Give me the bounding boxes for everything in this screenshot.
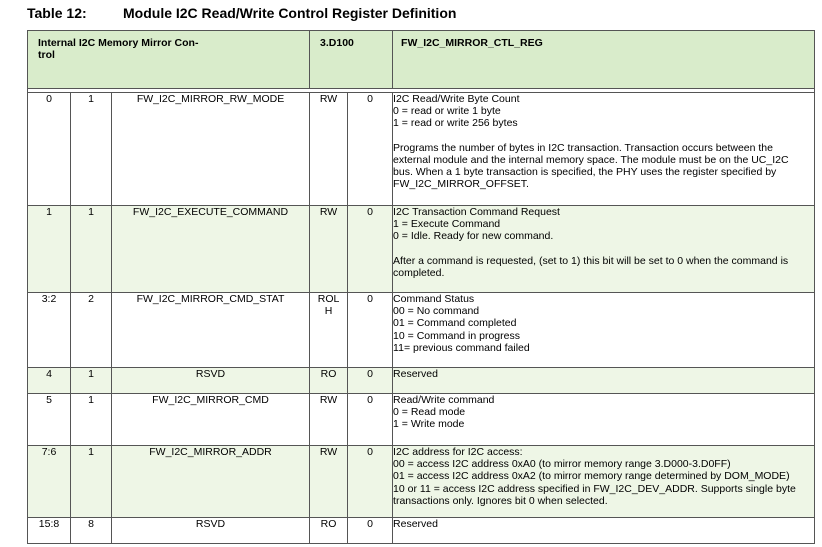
field-name-cell: FW_I2C_MIRROR_ADDR bbox=[112, 446, 310, 518]
description-line: I2C address for I2C access: bbox=[393, 446, 523, 458]
field-name-cell: FW_I2C_MIRROR_CMD bbox=[112, 394, 310, 446]
bit-range-cell: 7:6 bbox=[28, 446, 71, 518]
table-row bbox=[28, 293, 815, 368]
register-block-name-text: Internal I2C Memory Mirror Con- trol bbox=[38, 37, 199, 62]
access-type-cell: RW bbox=[310, 446, 348, 518]
register-rows bbox=[28, 93, 815, 544]
table-title: Module I2C Read/Write Control Register Definition bbox=[123, 5, 457, 21]
field-name-cell: FW_I2C_MIRROR_CMD_STAT bbox=[112, 293, 310, 368]
access-type-cell: RO bbox=[310, 368, 348, 394]
table-row bbox=[28, 206, 815, 293]
bit-width-cell: 1 bbox=[71, 206, 112, 293]
field-name-cell: FW_I2C_EXECUTE_COMMAND bbox=[112, 206, 310, 293]
access-type-cell: RW bbox=[310, 206, 348, 293]
description-line: Command Status bbox=[393, 293, 475, 305]
access-type-cell: RW bbox=[310, 93, 348, 206]
description-cell bbox=[393, 518, 815, 544]
table-row bbox=[28, 394, 815, 446]
description-line: 01 = access I2C address 0xA2 (to mirror memory range determined by DOM_MODE) bbox=[393, 470, 790, 483]
bit-range-cell: 0 bbox=[28, 93, 71, 206]
description-line: 00 = access I2C address 0xA0 (to mirror memory range 3.D000-3.D0FF) bbox=[393, 458, 731, 471]
description-line: 10 = Command in progress bbox=[393, 329, 520, 342]
description-cell bbox=[393, 206, 815, 293]
bit-width-cell: 1 bbox=[71, 446, 112, 518]
bit-width-cell: 1 bbox=[71, 368, 112, 394]
field-name-cell: RSVD bbox=[112, 368, 310, 394]
bit-range-cell: 5 bbox=[28, 394, 71, 446]
bit-range-cell: 4 bbox=[28, 368, 71, 394]
bit-range-cell: 15:8 bbox=[28, 518, 71, 544]
description-cell bbox=[393, 368, 815, 394]
default-value-cell: 0 bbox=[348, 293, 393, 368]
table-row bbox=[28, 518, 815, 544]
paragraph-gap bbox=[393, 243, 814, 255]
description-note-line: After a command is requested, (set to 1) this bit will be set to 0 when the command is bbox=[393, 254, 789, 267]
description-note-line: Programs the number of bytes in I2C transaction. Transaction occurs between the bbox=[393, 141, 773, 154]
description-line: 00 = No command bbox=[393, 305, 480, 318]
description-cell bbox=[393, 446, 815, 518]
description-line: Reserved bbox=[393, 368, 438, 380]
description-line: I2C Transaction Command Request bbox=[393, 206, 560, 218]
table-row bbox=[28, 368, 815, 394]
bit-width-cell: 1 bbox=[71, 394, 112, 446]
description-cell bbox=[393, 394, 815, 446]
table-row bbox=[28, 93, 815, 206]
description-line: Read/Write command bbox=[393, 394, 495, 406]
register-address: 3.D100 bbox=[310, 31, 393, 89]
default-value-cell: 0 bbox=[348, 394, 393, 446]
description-cell bbox=[393, 293, 815, 368]
bit-width-cell: 8 bbox=[71, 518, 112, 544]
description-line: 0 = read or write 1 byte bbox=[393, 105, 501, 118]
register-name: FW_I2C_MIRROR_CTL_REG bbox=[393, 31, 815, 89]
default-value-cell: 0 bbox=[348, 518, 393, 544]
bit-width-cell: 2 bbox=[71, 293, 112, 368]
table-caption bbox=[27, 5, 456, 21]
description-cell bbox=[393, 93, 815, 206]
description-line: 0 = Read mode bbox=[393, 406, 466, 419]
description-line: 11= previous command failed bbox=[393, 341, 530, 354]
description-line: I2C Read/Write Byte Count bbox=[393, 93, 520, 105]
access-type-cell: ROL H bbox=[310, 293, 348, 368]
register-table bbox=[27, 30, 815, 544]
default-value-cell: 0 bbox=[348, 368, 393, 394]
description-line: 1 = read or write 256 bytes bbox=[393, 117, 518, 130]
default-value-cell: 0 bbox=[348, 206, 393, 293]
description-note-line: external module and the internal memory space. The module must be on the UC_I2C bbox=[393, 153, 789, 166]
register-header-row bbox=[28, 31, 815, 89]
default-value-cell: 0 bbox=[348, 446, 393, 518]
register-block-name bbox=[28, 31, 310, 89]
bit-width-cell: 1 bbox=[71, 93, 112, 206]
description-line: 1 = Write mode bbox=[393, 418, 465, 431]
description-note-line: completed. bbox=[393, 266, 445, 279]
paragraph-gap bbox=[393, 130, 814, 142]
table-number: Table 12: bbox=[27, 5, 87, 21]
table-row bbox=[28, 446, 815, 518]
access-type-cell: RW bbox=[310, 394, 348, 446]
description-line: 0 = Idle. Ready for new command. bbox=[393, 230, 554, 243]
bit-range-cell: 1 bbox=[28, 206, 71, 293]
field-name-cell: FW_I2C_MIRROR_RW_MODE bbox=[112, 93, 310, 206]
bit-range-cell: 3:2 bbox=[28, 293, 71, 368]
description-line: 1 = Execute Command bbox=[393, 218, 501, 231]
description-line: transactions only. Ignores bit 0 when selected. bbox=[393, 494, 608, 507]
access-type-cell: RO bbox=[310, 518, 348, 544]
description-line: 01 = Command completed bbox=[393, 317, 517, 330]
field-name-cell: RSVD bbox=[112, 518, 310, 544]
description-line: Reserved bbox=[393, 518, 438, 530]
default-value-cell: 0 bbox=[348, 93, 393, 206]
description-note-line: FW_I2C_MIRROR_OFFSET. bbox=[393, 178, 529, 191]
description-note-line: bus. When a 1 byte transaction is specified, the PHY uses the register specified by bbox=[393, 166, 777, 179]
description-line: 10 or 11 = access I2C address specified in FW_I2C_DEV_ADDR. Supports single byte bbox=[393, 482, 796, 495]
